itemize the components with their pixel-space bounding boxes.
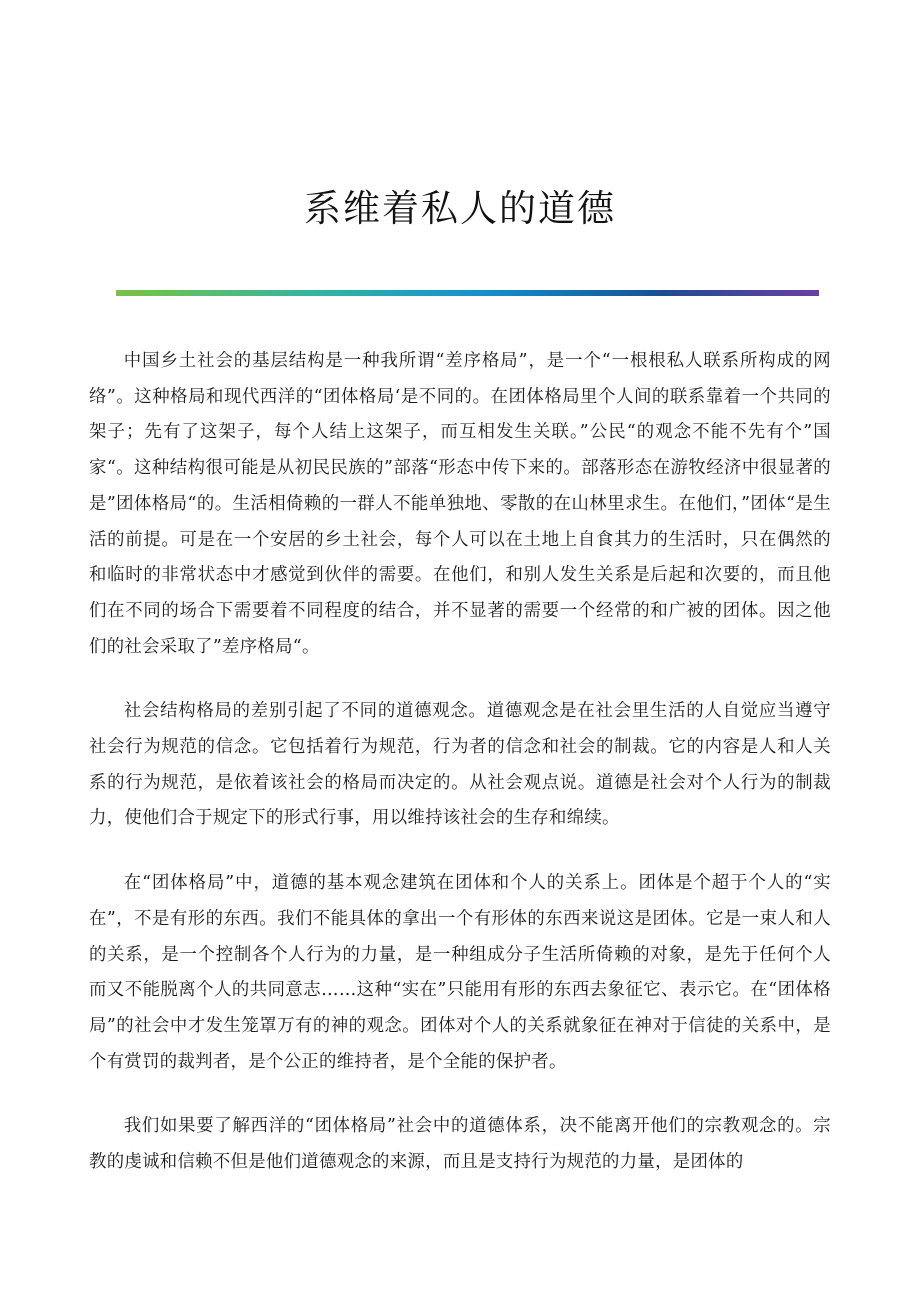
paragraph-3: 在“团体格局”中，道德的基本观念建筑在团体和个人的关系上。团体是个超于个人的“实在”，不是有形的东西。我们不能具体的拿出一个有形体的东西来说这是团体。它是一束人和人的关系，是一个控制各个人行为的力量，是一种组成分子生活所倚赖的对象，是先于任何个人而又不能脱离个人的共同意志……这种“实在”只能用有形的东西去象征它、表示它。在“团体格局”的社会中才发生笼罩万有的神的观念。团体对个人的关系就象征在神对于信徒的关系中，是个有赏罚的裁判者，是个公正的维持者，是个全能的保护者。	[89, 873, 831, 1072]
paragraph-2: 社会结构格局的差别引起了不同的道德观念。道德观念是在社会里生活的人自觉应当遵守社会行为规范的信念。它包括着行为规范，行为者的信念和社会的制裁。它的内容是人和人关系的行为规范，是依着该社会的格局而决定的。从社会观点说。道德是社会对个人行为的制裁力，使他们合于规定下的形式行事，用以维持该社会的生存和绵续。	[89, 701, 831, 829]
paragraph-1: 中国乡土社会的基层结构是一种我所谓“差序格局”，是一个“一根根私人联系所构成的网络”。这种格局和现代西洋的“团体格局‘是不同的。在团体格局里个人间的联系靠着一个共同的架子；先有了这架子，每个人结上这架子，而互相发生关联。”公民“的观念不能不先有个”国家“。这种结构很可能是从初民民族的”部落“形态中传下来的。部落形态在游牧经济中很显著的是”团体格局“的。生活相倚赖的一群人不能单独地、零散的在山林里求生。在他们，”团体“是生活的前提。可是在一个安居的乡土社会，每个人可以在土地上自食其力的生活时，只在偶然的和临时的非常状态中才感觉到伙伴的需要。在他们，和别人发生关系是后起和次要的，而且他们在不同的场合下需要着不同程度的结合，并不显著的需要一个经常的和广被的团体。因之他们的社会采取了”差序格局“。	[89, 351, 831, 657]
article-body	[89, 344, 831, 1210]
page-title: 系维着私人的道德	[304, 187, 616, 230]
paragraph-4: 我们如果要了解西洋的“团体格局”社会中的道德体系，决不能离开他们的宗教观念的。宗教的虔诚和信赖不但是他们道德观念的来源，而且是支持行为规范的力量，是团体的	[89, 1116, 831, 1173]
title-divider	[116, 290, 819, 296]
